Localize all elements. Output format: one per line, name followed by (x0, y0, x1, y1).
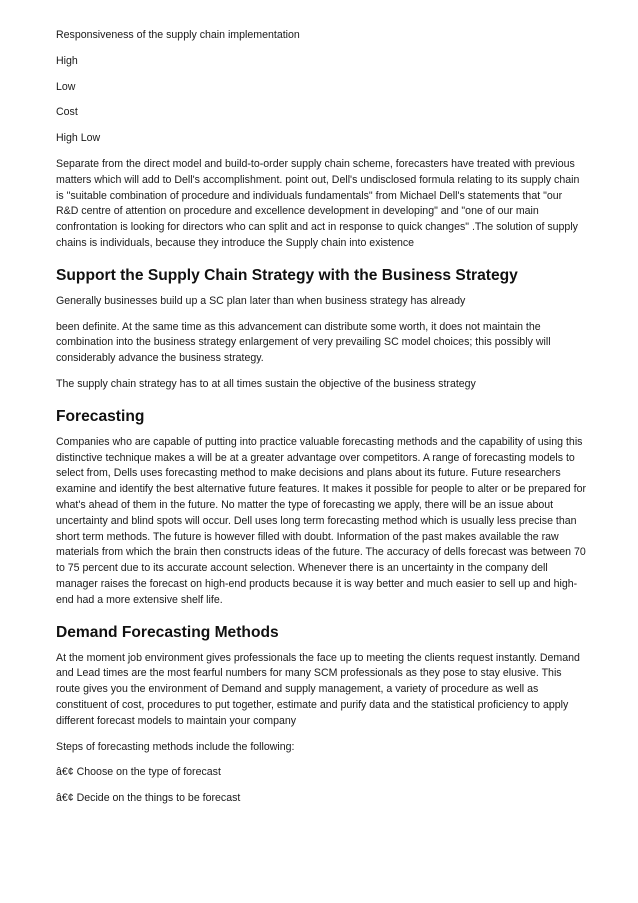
text-line-low: Low (56, 80, 76, 93)
paragraph-sustain-objective: The supply chain strategy has to at all times sustain the objective of the business strategy (56, 377, 476, 390)
list-item-choose-type: â€¢ Choose on the type of forecast (56, 766, 221, 779)
paragraph-steps: Steps of forecasting methods include the following: (56, 740, 295, 753)
paragraph-forecasting: Companies who are capable of putting into practice valuable forecasting methods and the capability of using this distinctive technique makes a will be at a greater advantage over competitors. A range of forecasting models to select from, Dells uses forecasting method to make decisions and plans about its future. Future researchers examine and identify the best alternative future features. It makes it possible for people to alter or be prepared for what's ahead of them in the future. No matter the type of forecasting we apply, there will be an issue about uncertainty and blind spots will occur. Dell uses long term forecasting method which is usually less precise than short term methods. The future is however filled with doubt. Information of the past makes available the raw materials from which the brain then constructs ideas of the future. The accuracy of dells forecast was between 70 to 75 percent due to its accurate account selection. Whenever there is an uncertainty in the company dell manager raises the forecast on high-end products because it is way better and much easier to sell up and high-end had a more extensive shelf life. (56, 435, 586, 606)
paragraph-dell-model: Separate from the direct model and build-to-order supply chain scheme, forecasters have treated with previous matters which will add to Dell's accomplishment. point out, Dell's undisclosed formula relating to its supply chain is "suitable combination of procedure and individuals fundamentals" from Michael Dell's statements that "our R&D centre of attention on procedure and excellence development in developing" and "one of our main confrontation is looking for directors who can split and act in response to quick changes" .The solution of supply chains is individuals, because they introduce the Supply chain into existence (56, 157, 580, 249)
heading-demand-forecasting: Demand Forecasting Methods (56, 623, 279, 641)
document-page (56, 28, 586, 817)
text-line-high-low: High Low (56, 132, 101, 145)
text-line-responsiveness: Responsiveness of the supply chain implementation (56, 29, 300, 41)
text-line-cost: Cost (56, 106, 78, 119)
list-item-decide-things: â€¢ Decide on the things to be forecast (56, 792, 241, 805)
text-line-high: High (56, 54, 78, 67)
paragraph-definite: been definite. At the same time as this advancement can distribute some worth, it does not maintain the combination into the business strategy enlargement of very prevailing SC model choices; this possibly will considerably advance the business strategy. (56, 320, 551, 365)
paragraph-demand: At the moment job environment gives professionals the face up to meeting the clients request instantly. Demand and Lead times are the most fearful numbers for many SCM professionals as they pose to stay elusive. This route gives you the environment of Demand and supply management, a variety of procedure as well as constituent of cost, procedures to put together, estimate and purify data and the statistical proficiency to apply different forecast models to maintain your company (56, 651, 580, 727)
heading-forecasting: Forecasting (56, 407, 145, 425)
heading-support-strategy: Support the Supply Chain Strategy with the Business Strategy (56, 266, 518, 284)
paragraph-sc-plan: Generally businesses build up a SC plan later than when business strategy has already (56, 294, 466, 307)
